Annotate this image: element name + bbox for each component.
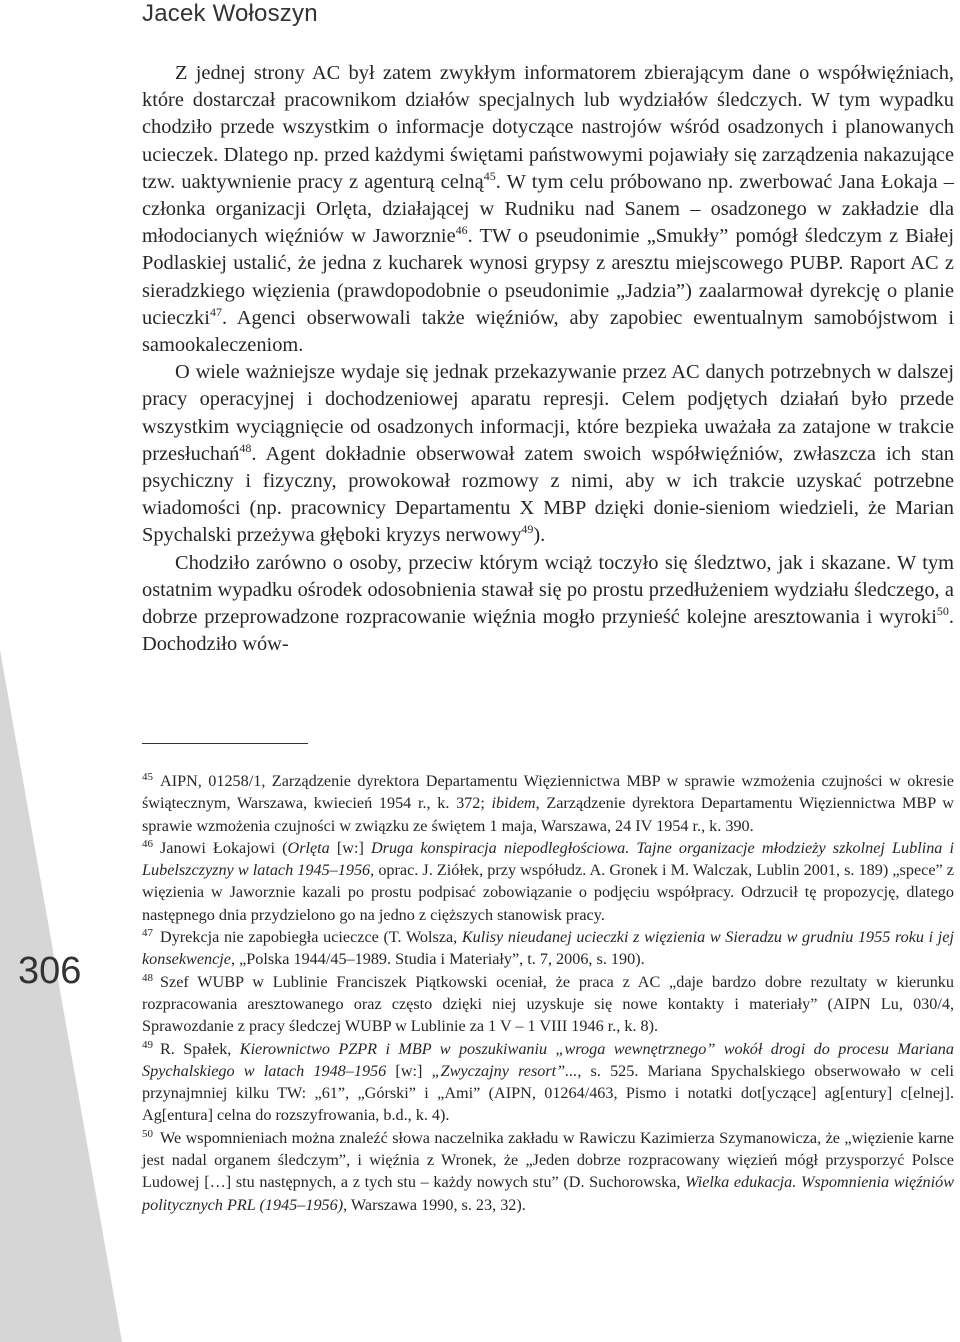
text-run: Chodziło zarówno o osoby, przeciw którym wciąż toczyło się śledztwo, jak i skazane. W tym ostatnim wypadku ośrodek odosobnienia stawał się po prostu przedłużeniem wydziału śledczego, a dobrze przeprowadzone rozpracowanie więźnia mogło przynieść kolejne aresztowania i wyroki	[142, 551, 954, 629]
running-head-author: Jacek Wołoszyn	[142, 0, 318, 27]
footnote-text: Dyrekcja nie zapobiegła ucieczce (T. Wolsza,	[160, 928, 462, 947]
footnote-50	[142, 1127, 954, 1216]
footnote-49	[142, 1038, 954, 1127]
footnote-text: R. Spałek,	[160, 1039, 240, 1058]
footnote-text: , Warszawa 1990, s. 23, 32).	[343, 1195, 526, 1214]
footnote-ref-47[interactable]: 47	[209, 304, 222, 319]
footnote-text: Szef WUBP w Lublinie Franciszek Piątkowski oceniał, że praca z AC „daje bardzo dobre rezultaty w kierunku rozpracowania aresztowanego oraz często dzięki niej uzyskuje się nowe kontakty i materiały” (AIPN Lu, 030/4, Sprawozdanie z pracy śledczej WUBP w Lublinie za 1 V – 1 VIII 1946 r., k. 8).	[142, 972, 954, 1036]
footnote-ref-45[interactable]: 45	[483, 168, 496, 183]
footnote-number: 48	[142, 971, 153, 984]
footnote-text: , s. 525. Mariana Spychalskiego obserwowało w celi przynajmniej kilku TW: „61”, „Górski” i „Ami” (AIPN, 01264/463, Pismo i notatki dot[yczące] ag[entury] c[elnej]. Ag[entura] celna do rozszyfrowania, b.d., k. 4).	[142, 1061, 955, 1125]
footnote-number: 46	[142, 837, 153, 850]
footnote-italic: „Zwyczajny resort”...	[431, 1061, 578, 1080]
footnote-text: , Zarządzenie dyrektora Departamentu Więziennictwa MBP w sprawie wzmożenia czujności w związku ze świętem 1 maja, Warszawa, 24 IV 1954 r., k. 390.	[142, 794, 954, 835]
text-run: . W tym celu próbowano np. zwerbować Jana Łokaja – członka organizacji Orlęta, działającej w Rudniku nad Sanem – osadzonego w zakładzie dla młodocianych więźniów w Jaworznie	[142, 170, 955, 248]
footnote-italic: Druga konspiracja niepodległościowa. Tajne organizacje młodzieży szkolnej Lublina i Lubelszczyzny w latach 1945–1956	[142, 838, 955, 880]
footnote-number: 49	[142, 1038, 153, 1051]
footnote-number: 45	[142, 771, 153, 783]
footnote-number: 50	[142, 1127, 153, 1140]
footnote-ref-50[interactable]: 50	[936, 604, 949, 619]
footnote-text: , oprac. J. Ziółek, przy współudz. A. Gronek i M. Walczak, Lublin 2001, s. 189) „spece” z więzienia w Jaworznie kazali po prostu podpisać zobowiązanie o podjęciu współpracy. Odrzucił tę propozycję, dlatego następnego dnia przydzielono go na jedno z cięższych stanowisk pracy.	[142, 861, 954, 924]
text-run: . Dochodziło wów-	[142, 606, 954, 656]
footnote-italic: ibidem	[491, 794, 536, 813]
footnote-46	[142, 837, 954, 926]
footnote-text: Janowi Łokajowi (	[160, 838, 288, 857]
footnote-ref-49[interactable]: 49	[521, 522, 534, 537]
text-run: . Agenci obserwowali także więźniów, aby zapobiec ewentualnym samobójstwom i samookaleczeniom.	[142, 306, 954, 357]
footnote-text: [w:]	[386, 1061, 432, 1080]
footnote-ref-48[interactable]: 48	[239, 440, 252, 455]
text-run: Z jednej strony AC był zatem zwykłym informatorem zbierającym dane o współwięźniach, które dostarczał pracownikom działów specjalnych lub wydziałów śledczych. W tym wypadku chodziło przede wszystkim o informacje dotyczące nastrojów wśród osadzonych i planowanych ucieczek. Dlatego np. przed każdymi świętami państwowymi pojawiały się zarządzenia nakazujące tzw. uaktywnienie pracy z agenturą celną	[142, 62, 954, 193]
paragraph-3	[142, 550, 954, 659]
footnotes	[142, 770, 954, 1216]
main-body-text	[142, 60, 954, 658]
footnote-italic: Kulisy nieudanej ucieczki z więzienia w Sieradzu w grudniu 1955 roku i jej konsekwencje	[142, 928, 954, 969]
footnote-italic: Kierownictwo PZPR i MBP w poszukiwaniu „wroga wewnętrznego” wokół drogi do procesu Mariana Spychalskiego w latach 1948–1956	[142, 1039, 954, 1080]
footnote-text: , „Polska 1944/45–1989. Studia i Materiały”, t. 7, 2006, s. 190).	[230, 950, 645, 969]
paragraph-2	[142, 359, 954, 549]
footnote-italic: Orlęta	[287, 838, 330, 857]
text-run: O wiele ważniejsze wydaje się jednak przekazywanie przez AC danych potrzebnych w dalszej pracy operacyjnej i dochodzeniowej aparatu represji. Celem podjętych działań było przede wszystkim wyciągnięcie od osadzonych informacji, które bezpieka uważała za zatajone w trakcie przesłuchań	[142, 361, 954, 465]
footnote-45	[142, 770, 954, 837]
footnote-separator	[142, 743, 308, 744]
text-run: . Agent dokładnie obserwował zatem swoich współwięźniów, zwłaszcza ich stan psychiczny i fizyczny, prowokował rozmowy z nimi, aby w ich trakcie uzyskać potrzebne wiadomości (np. pracownicy Departamentu X MBP dzięki donie-sieniom wiedzieli, że Marian Spychalski przeżywa głęboki kryzys nerwowy	[142, 442, 954, 547]
text-run: . TW o pseudonimie „Smukły” pomógł śledczym z Białej Podlaskiej ustalić, że jedna z kucharek wynosi grypsy z aresztu miejscowego PUBP. Raport AC z sieradzkiego więzienia (prawdopodobnie o pseudonimie „Jadzia”) zaalarmował dyrekcję o planie ucieczki	[142, 225, 954, 329]
side-triangle-decoration	[0, 0, 140, 1342]
footnote-text: AIPN, 01258/1, Zarządzenie dyrektora Departamentu Więziennictwa MBP w sprawie wzmożenia czujności w okresie świątecznym, Warszawa, kwiecień 1954 r., k. 372;	[142, 772, 954, 813]
footnote-47	[142, 926, 954, 971]
paragraph-1	[142, 60, 954, 359]
footnote-number: 47	[142, 927, 153, 940]
footnote-text: [w:]	[329, 838, 371, 857]
footnote-italic: Wielka edukacja. Wspomnienia więźniów politycznych PRL (1945–1956)	[142, 1173, 954, 1214]
footnote-48	[142, 971, 954, 1038]
footnote-ref-46[interactable]: 46	[455, 223, 468, 238]
footnote-text: We wspomnieniach można znaleźć słowa naczelnika zakładu w Rawiczu Kazimierza Szymanowicza, że „więzienie karne jest nadal organem śledczym”, i więźnia z Wronek, że „Jeden dobrze rozpracowany więzień mógł przysporzyć Polsce Ludowej […] stu następnych, a z tych stu – każdy nowych stu” (D. Suchorowska,	[142, 1128, 954, 1192]
text-run: ).	[533, 524, 546, 547]
page-number: 306	[18, 950, 82, 992]
